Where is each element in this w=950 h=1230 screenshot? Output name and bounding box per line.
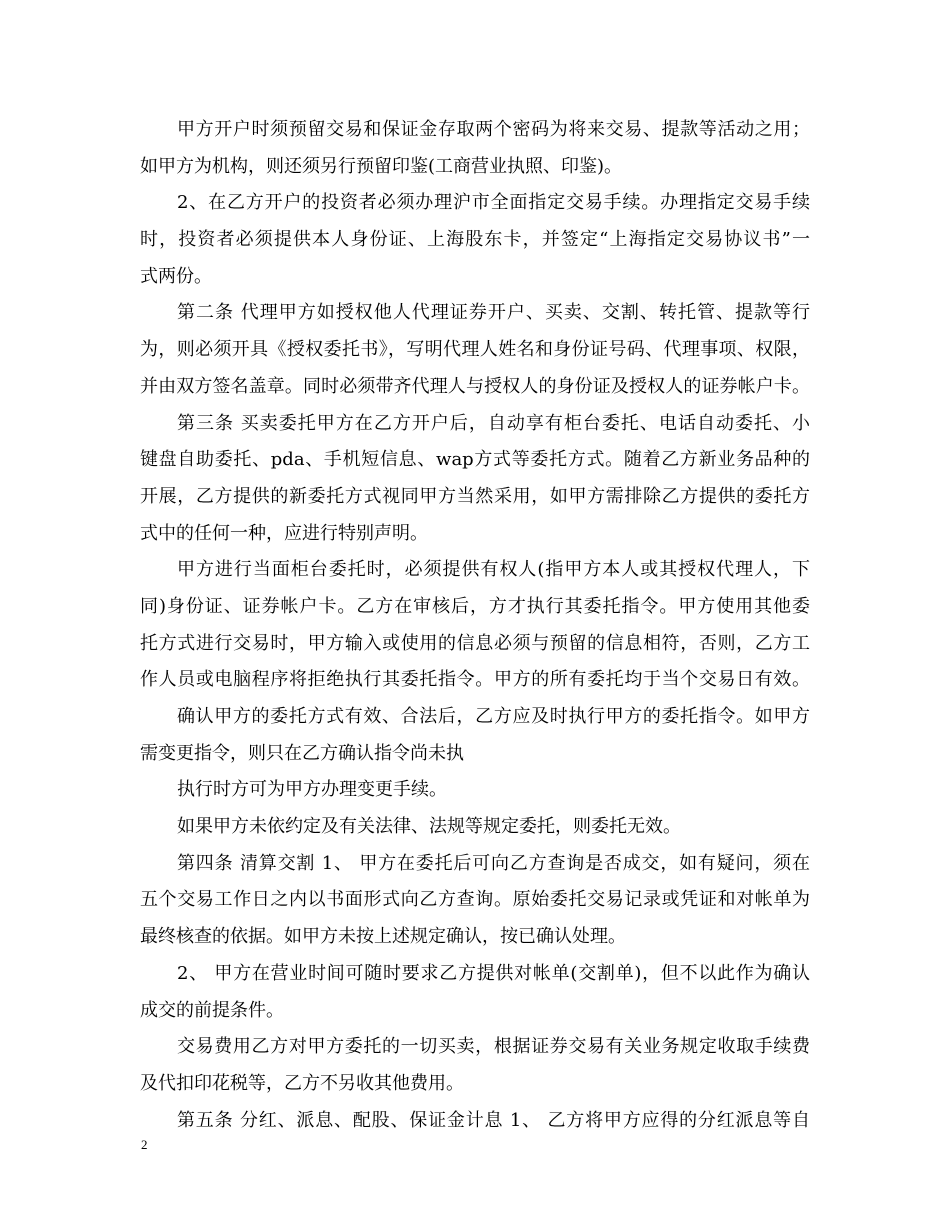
text-line: 执行时方可为甲方办理变更手续。	[177, 779, 447, 801]
text-line: 2、在乙方开户的投资者必须办理沪市全面指定交易手续。办理指定交易手续	[177, 192, 810, 214]
text-line: 如果甲方未依约定及有关法律、法规等规定委托，则委托无效。	[177, 816, 681, 838]
text-line: 式中的任何一种，应进行特别声明。	[140, 522, 428, 544]
text-line: 第二条 代理甲方如授权他人代理证券开户、买卖、交割、转托管、提款等行	[177, 302, 810, 324]
text-line: 为，则必须开具《授权委托书》，写明代理人姓名和身份证号码、代理事项、权限，	[140, 339, 810, 361]
text-line: 时，投资者必须提供本人身份证、上海股东卡，并签定“上海指定交易协议书”一	[140, 229, 810, 251]
document-body	[140, 112, 810, 1139]
text-line: 五个交易工作日之内以书面形式向乙方查询。原始委托交易记录或凭证和对帐单为	[140, 889, 810, 911]
text-line: 确认甲方的委托方式有效、合法后，乙方应及时执行甲方的委托指令。如甲方	[177, 706, 810, 727]
text-line: 式两份。	[140, 265, 212, 287]
text-line: 最终核查的依据。如甲方未按上述规定确认，按已确认处理。	[140, 926, 626, 948]
text-line: 同)身份证、证券帐户卡。乙方在审核后，方才执行其委托指令。甲方使用其他委	[140, 595, 810, 617]
text-line: 2、 甲方在营业时间可随时要求乙方提供对帐单(交割单)，但不以此作为确认	[177, 962, 810, 984]
page-number: 2	[141, 1137, 148, 1152]
text-line: 交易费用乙方对甲方委托的一切买卖，根据证券交易有关业务规定收取手续费	[177, 1036, 810, 1058]
text-line: 第四条 清算交割 1、 甲方在委托后可向乙方查询是否成交，如有疑问，须在	[177, 852, 810, 874]
text-line: 如甲方为机构，则还须另行预留印鉴(工商营业执照、印鉴)。	[140, 155, 623, 177]
text-line: 成交的前提条件。	[140, 999, 284, 1021]
text-line: 键盘自助委托、pda、手机短信息、wap方式等委托方式。随着乙方新业务品种的	[140, 449, 810, 471]
text-line: 及代扣印花税等，乙方不另收其他费用。	[140, 1072, 464, 1094]
text-line: 托方式进行交易时，甲方输入或使用的信息必须与预留的信息相符，否则，乙方工	[140, 632, 810, 654]
text-line: 开展，乙方提供的新委托方式视同甲方当然采用，如甲方需排除乙方提供的委托方	[140, 485, 810, 507]
text-line: 第五条 分红、派息、配股、保证金计息 1、 乙方将甲方应得的分红派息等自	[177, 1109, 810, 1131]
text-line: 需变更指令，则只在乙方确认指令尚未执	[140, 742, 464, 764]
text-line: 甲方进行当面柜台委托时，必须提供有权人(指甲方本人或其授权代理人，下	[177, 559, 810, 581]
text-line: 第三条 买卖委托甲方在乙方开户后，自动享有柜台委托、电话自动委托、小	[177, 412, 810, 434]
text-line: 甲方开户时须预留交易和保证金存取两个密码为将来交易、提款等活动之用；	[177, 119, 810, 140]
text-line: 并由双方签名盖章。同时必须带齐代理人与授权人的身份证及授权人的证券帐户卡。	[140, 375, 810, 397]
text-line: 作人员或电脑程序将拒绝执行其委托指令。甲方的所有委托均于当个交易日有效。	[140, 669, 810, 691]
